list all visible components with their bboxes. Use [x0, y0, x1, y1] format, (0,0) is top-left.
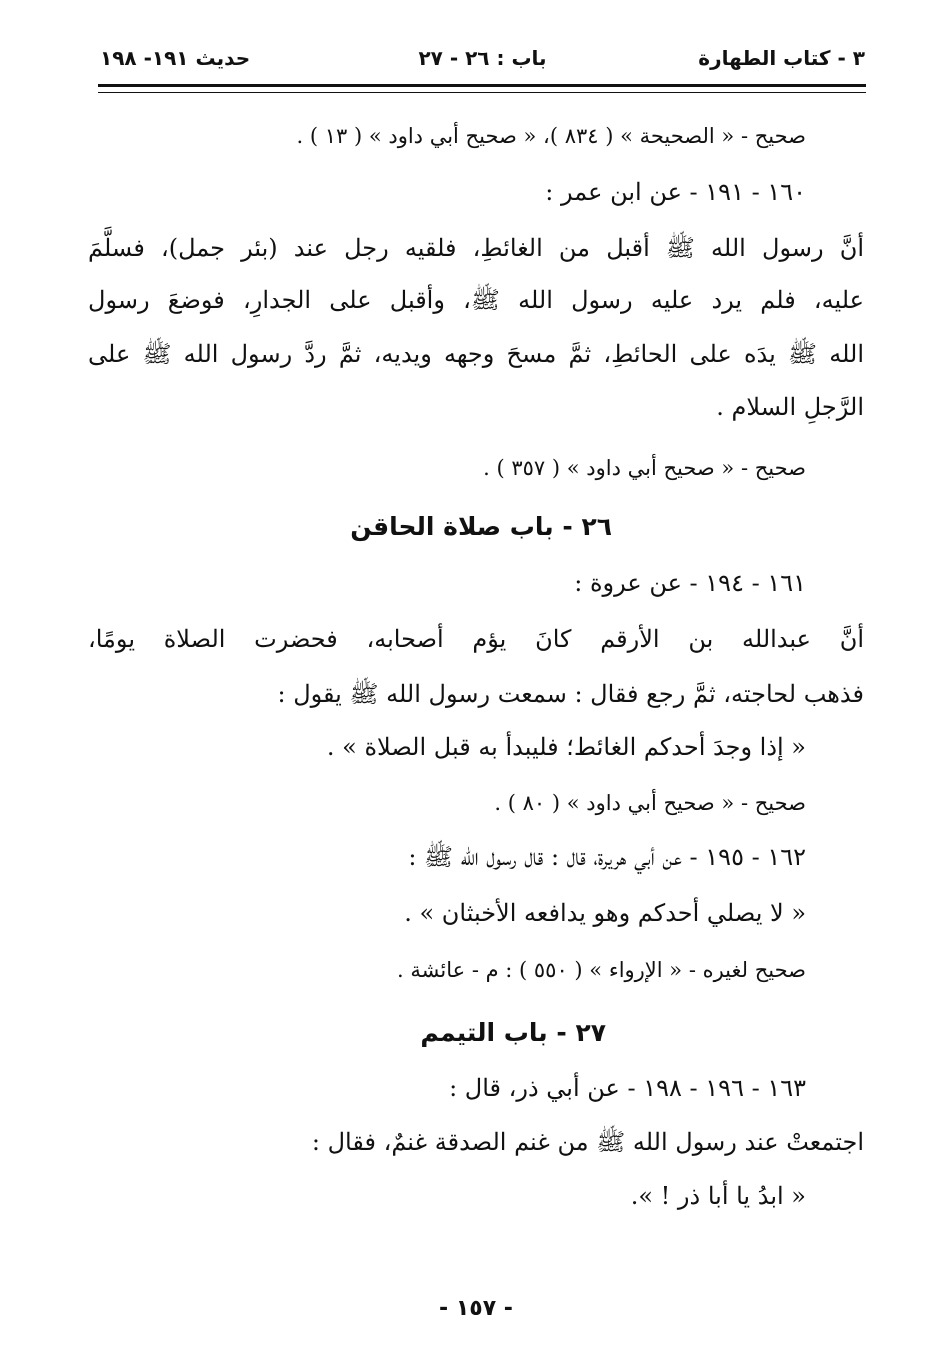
page-number: - ١٥٧ - [439, 1296, 513, 1321]
hadith-number-line: ١٦٣ - ١٩٦ - ١٩٨ - عن أبي ذر، قال : [449, 1074, 806, 1102]
hadith-quote-line: « ابدُ يا أبا ذر ! ». [630, 1182, 806, 1210]
grading-line: صحيح - « صحيح أبي داود » ( ٣٥٧ ) . [483, 456, 806, 480]
hadith-text-line: الله ﷺ يدَه على الحائطِ، ثمَّ مسحَ وجهه ويديه، ثمَّ ردَّ رسول الله ﷺ على [88, 340, 864, 368]
hadith-text-line: اجتمعتْ عند رسول الله ﷺ من غنم الصدقة غنمٌ، فقال : [311, 1128, 864, 1156]
header-chapters-range: باب : ٢٦ - ٢٧ [418, 46, 547, 70]
header-chapter: ٣ - كتاب الطهارة [698, 46, 865, 70]
grading-line: صحيح لغيره - « الإرواء » ( ٥٥٠ ) : م - عائشة . [397, 958, 806, 982]
grading-line: صحيح - « صحيح أبي داود » ( ٨٠ ) . [494, 791, 806, 815]
hadith-text-line: أنَّ عبدالله بن الأرقم كانَ يؤم أصحابه، فحضرت الصلاة يومًا، [88, 625, 865, 653]
header-rule-thin [98, 92, 866, 93]
grading-line: صحيح - « الصحيحة » ( ٨٣٤ )، « صحيح أبي داود » ( ١٣ ) . [296, 124, 806, 148]
chapter-heading: ٢٧ - باب التيمم [420, 1018, 606, 1047]
hadith-number-line: ١٦١ - ١٩٤ - عن عروة : [574, 569, 806, 597]
chapter-heading: ٢٦ - باب صلاة الحاقن [350, 512, 612, 541]
hadith-text-line: أنَّ رسول الله ﷺ أقبل من الغائطِ، فلقيه رجل عند (بئر جمل)، فسلَّمَ [88, 234, 864, 262]
header-rule-thick [98, 84, 866, 87]
hadith-number-line: ١٦٢ - ١٩٥ - عن أبي هريرة، قال : قال رسول الله ﷺ : [408, 843, 806, 871]
hadith-text-line: الرَّجلِ السلام . [716, 393, 864, 421]
hadith-text-line: عليه، فلم يرد عليه رسول الله ﷺ، وأقبل على الجدارِ، فوضعَ رسول [88, 286, 865, 314]
hadith-text-line: فذهب لحاجته، ثمَّ رجع فقال : سمعت رسول الله ﷺ يقول : [277, 680, 864, 708]
hadith-number-line: ١٦٠ - ١٩١ - عن ابن عمر : [545, 178, 806, 206]
running-header [100, 46, 865, 80]
hadith-quote-line: « لا يصلي أحدكم وهو يدافعه الأخبثان » . [404, 899, 806, 927]
hadith-quote-line: « إذا وجدَ أحدكم الغائط؛ فليبدأ به قبل الصلاة » . [326, 733, 806, 761]
header-hadith-range: حديث ١٩١- ١٩٨ [100, 46, 251, 70]
